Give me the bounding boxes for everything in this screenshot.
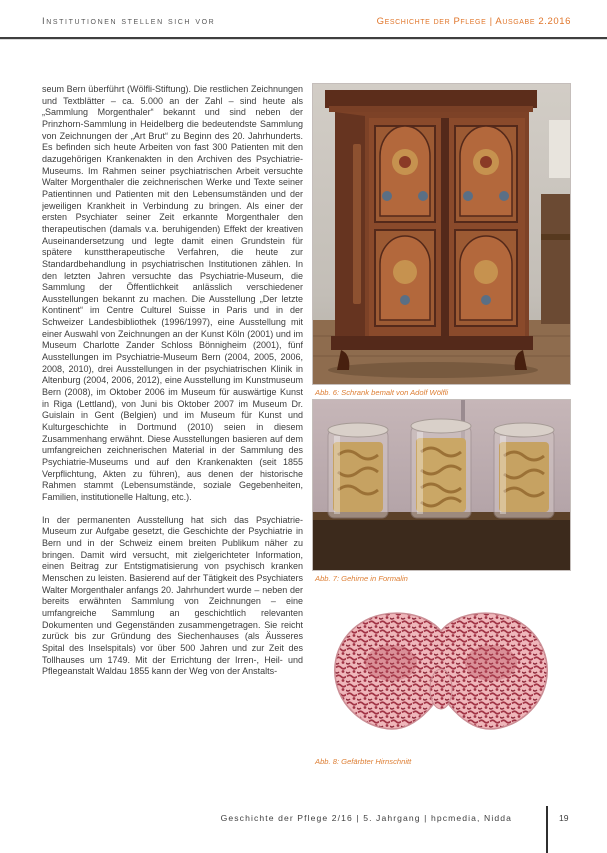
figure-column bbox=[313, 84, 570, 766]
figure-brain-section-caption: Abb. 8: Gefärbter Hirnschnitt bbox=[315, 757, 412, 766]
header-section-title: Institutionen stellen sich vor bbox=[42, 16, 216, 27]
figure-wardrobe-caption: Abb. 6: Schrank bemalt von Adolf Wölfli bbox=[315, 388, 449, 397]
brain-section-image bbox=[313, 593, 570, 753]
article-paragraph-1: seum Bern überführt (Wölfli-Stiftung). Die restlichen Zeichnungen und Textblätter – ca. 5.000 an der Zahl – sind heute als „Sammlung Morgenthaler“ bekannt und sind neben der Prinzhorn-Sammlung in Heidelberg die bedeutendste Sammlung von Zeichnungen der „Art Brut“ zu Beginn des 20. Jahrhunderts. Es befinden sich heute Arbeiten von fast 300 Patienten mit den dazugehörigen Krankenakten in den Archiven des Psychiatrie-Museums. Im Rahmen seiner psychiatrischen Arbeit versuchte Walter Morgenthaler die zeichnerischen Werke und Texte seiner Patientinnen und Patienten mit den Lebensumständen und der jeweiligen Krankheit in Verbindung zu bringen. Als einer der ersten Psychiater seiner Zeit erkannte Morgenthaler den therapeutischen (damals v.a. beruhigenden) Effekt der kreativen Auseinandersetzung und legte damit einen Grundstein für spätere kunsttherapeutische Verfahren, die heute zur Standardbehandlung in psychiatrischen Institutionen zählen. In den letzten Jahren versuchte das Psychiatrie-Museum, die Sammlung der Öffentlichkeit anlässlich verschiedener Ausstellungen bekannt zu machen. Die Ausstellung „Der letzte Kontinent“ im Centre Culturel Suisse in Paris und in der Schweizer Landesbibliothek (1996/1997), eine Ausstellung mit einer Auswahl von Zeichnungen an der Kunst Köln (2001) und im Museum Charlotte Zander Schloss Bönnigheim (2001), fünf Ausstellungen im Psychiatrie-Museum Bern (2004, 2005, 2006, 2008, 2010), drei Ausstellungen in der psychiatrischen Klinik in Altenburg (2004, 2006, 2012), eine Ausstellung im Kunstmuseum Bern (2008), im Oktober 2006 im Museum für auswärtige Kunst in Riga (Lettland), von Juni bis Oktober 2007 im Museum Dr. Guislain in Gent (Belgien) und im Museum für Kunst und Kulturgeschichte in Dortmund (2010) seien in diesem Zusammenhang erwähnt. Diese Ausstellungen basieren auf dem umfangreichen zeichnerischen Material in der Sammlung des Psychiatrie-Museums und auf den Krankenakten (seit 1855 Verpflichtung, Akten zu führen), aus denen der historische Rahmen stammt (Lebensumstände, soziale Gegebenheiten, Familien, institutionelle Haltung, etc.). bbox=[42, 84, 303, 502]
footer-page-number: 19 bbox=[559, 813, 569, 823]
article-paragraph-2: In der permanenten Ausstellung hat sich das Psychiatrie-Museum zur Aufgabe gesetzt, die Geschichte der Psychiatrie in Bern und in der Schweiz einem breiten Publikum näher zu bringen. Damit wird versucht, mit zielgerichteter Information, einen Beitrag zur Entstigmatisierung von psychisch kranken Menschen zu leisten. Basierend auf der Tätigkeit des Psychiaters Walter Morgenthaler anfangs 20. Jahrhundert wurde – neben der bereits erwähnten Sammlung von Zeichnungen – eine umfangreiche Sammlung an geschichtlich relevanten Dokumenten und Gegenständen zusammengetragen. Sie reicht zurück bis zur Gründung des Siechenhauses (als Äusseres Spital des Inselspitals) vor über 500 Jahren und zur Zeit des Tollhauses um 1749. Mit der Errichtung der Irren-, Heil- und Pflegeanstalt Waldau 1855 kann der Weg von der Anstalts- bbox=[42, 514, 303, 677]
specimen-jars-photo-image bbox=[313, 400, 570, 570]
footer-imprint: Geschichte der Pflege 2/16 | 5. Jahrgang | hpcmedia, Nidda bbox=[220, 813, 512, 823]
wardrobe-photo-image bbox=[313, 84, 570, 384]
figure-wardrobe bbox=[313, 84, 570, 397]
footer-rule bbox=[546, 806, 548, 853]
figure-brain-section bbox=[313, 593, 570, 766]
figure-specimen-jars-caption: Abb. 7: Gehirne in Formalin bbox=[315, 574, 408, 583]
article-text-column bbox=[42, 84, 303, 796]
header-issue-title: Geschichte der Pflege | Ausgabe 2.2016 bbox=[376, 16, 571, 27]
header-rule bbox=[0, 37, 607, 40]
figure-specimen-jars bbox=[313, 400, 570, 583]
spacer bbox=[313, 583, 570, 593]
